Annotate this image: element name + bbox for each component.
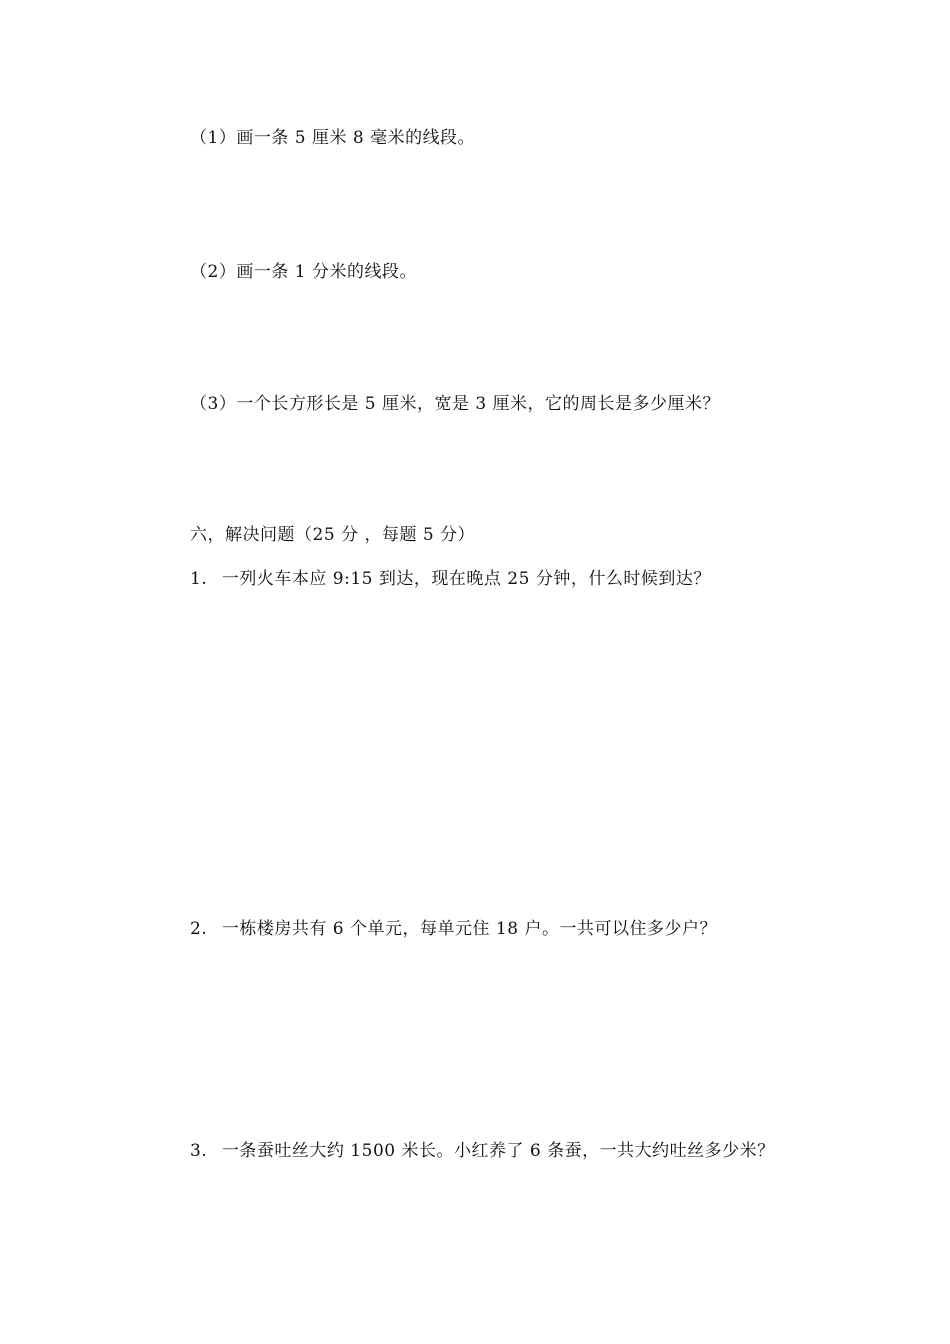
question-number: 3. — [190, 1141, 208, 1161]
question-number: 2. — [190, 919, 208, 939]
drawing-task-1: （1）画一条 5 厘米 8 毫米的线段。 — [190, 128, 476, 148]
question-text: 一条蚕吐丝大约 1500 米长。小红养了 6 条蚕，一共大约吐丝多少米？ — [221, 1141, 775, 1161]
question-number: 1. — [190, 569, 208, 589]
word-problem-3 — [190, 1140, 775, 1162]
question-text: 一列火车本应 9:15 到达，现在晚点 25 分钟，什么时候到达？ — [221, 569, 711, 589]
word-problem-2 — [190, 918, 717, 940]
section-six-heading: 六，解决问题（25 分 ，每题 5 分） — [190, 525, 476, 545]
perimeter-question: （3）一个长方形长是 5 厘米，宽是 3 厘米，它的周长是多少厘米？ — [190, 394, 721, 414]
drawing-task-2: （2）画一条 1 分米的线段。 — [190, 262, 417, 282]
question-text: 一栋楼房共有 6 个单元，每单元住 18 户。一共可以住多少户？ — [221, 919, 717, 939]
word-problem-1 — [190, 568, 711, 590]
